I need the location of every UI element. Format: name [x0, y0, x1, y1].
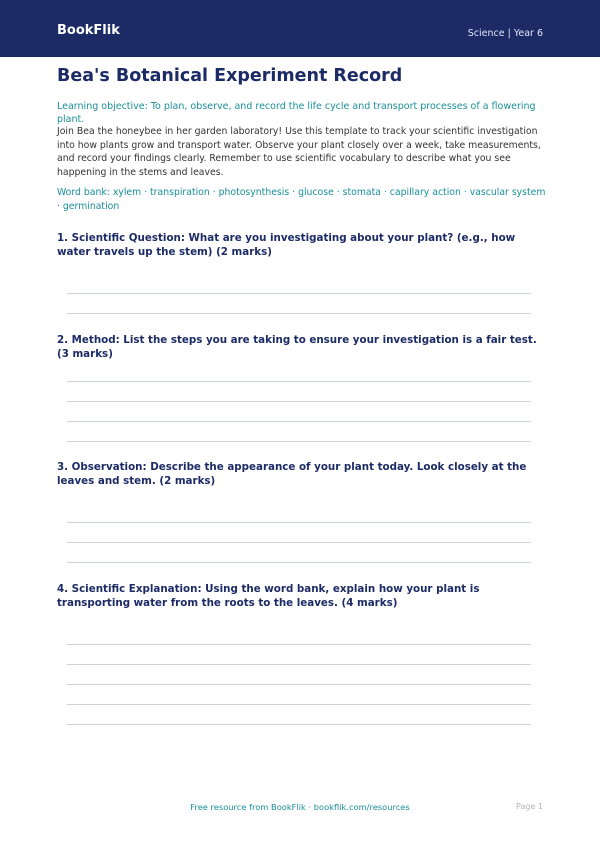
- page-header: [0, 0, 600, 57]
- answer-line[interactable]: [67, 665, 531, 685]
- answer-line[interactable]: [67, 625, 531, 645]
- answer-lines-4[interactable]: [67, 625, 531, 725]
- answer-lines-3[interactable]: [67, 503, 531, 563]
- answer-line[interactable]: [67, 422, 531, 442]
- intro-paragraph: Join Bea the honeybee in her garden laboratory! Use this template to track your scientific investigation into how plants grow and transport water. Observe your plant closely over a week, take measurements, and record your findings clearly. Remember to use scientific vocabulary to describe what you see happening in the stems and leaves.: [57, 126, 541, 178]
- subject-year-label: Science | Year 6: [467, 28, 543, 39]
- footer-link[interactable]: Free resource from BookFlik · bookflik.com/resources: [190, 802, 410, 812]
- answer-line[interactable]: [67, 503, 531, 523]
- question-2: 2. Method: List the steps you are taking to ensure your investigation is a fair test. (3 marks): [57, 334, 537, 360]
- brand-logo: BookFlik: [57, 23, 120, 38]
- page-number: Page 1: [516, 802, 543, 811]
- question-3: 3. Observation: Describe the appearance of your plant today. Look closely at the leaves and stem. (2 marks): [57, 461, 527, 487]
- answer-line[interactable]: [67, 685, 531, 705]
- answer-line[interactable]: [67, 402, 531, 422]
- page-title: Bea's Botanical Experiment Record: [57, 66, 403, 86]
- answer-line[interactable]: [67, 294, 531, 314]
- answer-line[interactable]: [67, 382, 531, 402]
- answer-line[interactable]: [67, 705, 531, 725]
- answer-line[interactable]: [67, 523, 531, 543]
- answer-line[interactable]: [67, 645, 531, 665]
- question-4: 4. Scientific Explanation: Using the word bank, explain how your plant is transporting water from the roots to the leaves. (4 marks): [57, 583, 480, 609]
- answer-line[interactable]: [67, 543, 531, 563]
- learning-objective: Learning objective: To plan, observe, and record the life cycle and transport processes of a flowering plant.: [57, 101, 536, 125]
- word-bank: Word bank: xylem · transpiration · photosynthesis · glucose · stomata · capillary action · vascular system · germination: [57, 187, 546, 212]
- answer-lines-1[interactable]: [67, 274, 531, 314]
- question-1: 1. Scientific Question: What are you investigating about your plant? (e.g., how water travels up the stem) (2 marks): [57, 232, 516, 258]
- answer-line[interactable]: [67, 274, 531, 294]
- answer-line[interactable]: [67, 362, 531, 382]
- answer-lines-2[interactable]: [67, 362, 531, 442]
